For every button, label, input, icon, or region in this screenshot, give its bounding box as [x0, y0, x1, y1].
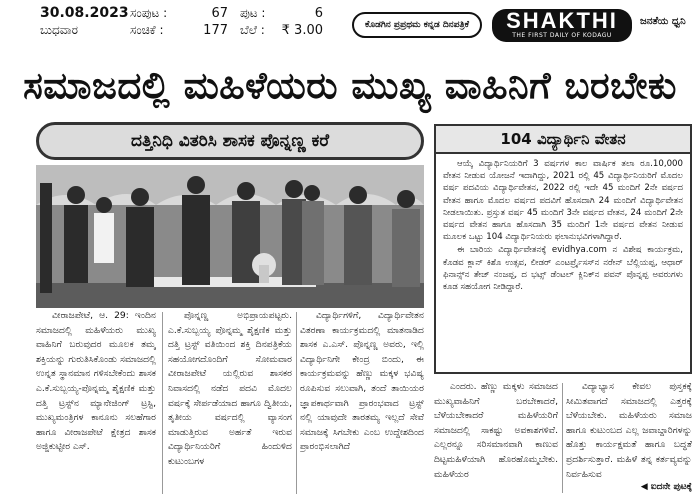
article-column-4: [434, 380, 558, 497]
event-photo-illustration: [36, 165, 424, 308]
column-1-text: ವೀರಾಜಪೇಟೆ, ಆ. 29: ಇಂದಿನ ಸಮಾಜದಲ್ಲಿ ಮಹಿಳೆಯರು ಮುಖ್ಯ ವಾಹಿನಿಗೆ ಬರುವುದರ ಮೂಲಕ ತಮ್ಮ ಶಕ್ತಿಯನ್ನು ಗುರುತಿಸಿಕೊಂಡು ಸಮಾಜದಲ್ಲಿ ಉನ್ನತ ಸ್ಥಾನಮಾನ ಗಳಿಸಬೇಕೆಂದು ಶಾಸಕ ಎ.ಕೆ.ಸುಬ್ಬಯ್ಯ-ಪೊನ್ನಮ್ಮ ಶೈಕ್ಷಣಿಕ ಮತ್ತು ದತ್ತಿ ಟ್ರಸ್ಟ್‌ನ ಮ್ಯಾನೇಜಿಂಗ್ ಟ್ರಸ್ಟಿ, ಮುಖ್ಯಮಂತ್ರಿಗಳ ಕಾನೂನು ಸಲಹೆಗಾರ ಹಾಗೂ ವೀರಾಜಪೇಟೆ ಕ್ಷೇತ್ರದ ಶಾಸಕ ಅಜ್ಜಿಕುಟ್ಟೀರ ಎಸ್.: [36, 310, 156, 453]
article-column-2: [168, 309, 292, 497]
column-5-text: ವಿದ್ಯಾಭ್ಯಾಸ ಕೇವಲ ಪುಸ್ತಕಕ್ಕೆ ಸೀಮಿತವಾಗದೆ ಸಮಾಜದಲ್ಲಿ ಎತ್ತರಕ್ಕೆ ಬೆಳೆಯಬೇಕು. ಮಹಿಳೆಯರು ಸಮಾಜ ಹಾಗೂ ಕುಟುಂಬದ ಎಲ್ಲ ಜವಾಬ್ದಾರಿಗಳನ್ನು ಹೊತ್ತು ಕಾರ್ಯಕ್ಷಮತೆ ಹಾಗೂ ಬದ್ಧತೆ ಪ್ರದರ್ಶಿಸುತ್ತಾರೆ. ಮಹಿಳೆ ತನ್ನ ಕರ್ತವ್ಯವನ್ನು ನಿರ್ವಹಿಸುವ: [566, 381, 692, 480]
pages-number: 6: [314, 6, 323, 21]
column-4-text: ಎಂದರು. ಹೆಣ್ಣು ಮಕ್ಕಳು ಸಮಾಜದ ಮುಖ್ಯವಾಹಿನಿಗೆ ಬರಬೇಕಾದರೆ, ಬೆಳೆಯಬೇಕಾದರೆ ಮಹಿಳೆಯರಿಗೆ ಸಮಾಜದಲ್ಲಿ ಸಾಕಷ್ಟು ಅವಕಾಶಗಳಿವೆ. ಎಲ್ಲರನ್ನೂ ಸರಿಸಮಾನವಾಗಿ ಕಾಣುವ ದಿಟ್ಟಮಹಿಳೆಯಾಗಿ ಹೊರಹೊಮ್ಮಬೇಕು. ಮಹಿಳೆಯರ: [434, 381, 558, 480]
volume-number: 67: [211, 6, 228, 21]
issue-label: ಸಂಚಿಕೆ :: [130, 23, 164, 37]
shakthi-logo: [492, 9, 632, 42]
column-separator: [296, 312, 297, 494]
column-separator: [562, 383, 563, 493]
logo-subtitle: THE FIRST DAILY OF KODAGU: [512, 32, 612, 39]
sidebox-paragraph-2: ಈ ಬಾರಿಯ ವಿದ್ಯಾರ್ಥಿವೇತನಕ್ಕೆ evidhya.com ನ ವಿಶೇಷ ಕಾರ್ಯಕ್ರಮ, ಕೊಡವ ಕ್ಲಾನ್ ಕಿಶೊ ಉತ್ಸವ, ಲೀಡರ್ ಎಂಟರ್ಪ್ರೈಸಸ್‌ನ ನರೇನ್ ಬೆಲ್ಲಿಯಪ್ಪ, ಆಧಾರ್ ಫಿನಾನ್ಸ್‌ನ ತೇಜ್ ನಂಜಪ್ಪ, ದ ಭಟ್ಸ್ ಡೆಂಟಲ್ ಕ್ಲಿನಿಕ್‌ನ ಪವನ್ ಪೊನ್ನಪ್ಪ ಅವರುಗಳು ಕೂಡ ಸಹಯೋಗ ನೀಡಿದ್ದಾರೆ.: [443, 245, 683, 293]
column-2-text: ಪೊನ್ನಣ್ಣ ಅಭಿಪ್ರಾಯಪಟ್ಟರು. ಎ.ಕೆ.ಸುಬ್ಬಯ್ಯ ಪೊನ್ನಮ್ಮ ಶೈಕ್ಷಣಿಕ ಮತ್ತು ದತ್ತಿ ಟ್ರಸ್ಟ್ ವತಿಯಿಂದ ಶಕ್ತಿ ದಿನಪತ್ರಿಕೆಯ ಸಹಯೋಗದೊಂದಿಗೆ ಸೋಮವಾರ ವೀರಾಜಪೇಟೆ ಯಲ್ಲಿರುವ ಶಾಸಕರ ನಿವಾಸದಲ್ಲಿ ನಡೆದ ಪದವಿ ಮೊದಲ ವರ್ಷಕ್ಕೆ ಸೇರ್ಪಡೆಯಾದ ಹಾಗೂ ದ್ವಿತೀಯ, ತೃತೀಯ ವರ್ಷದಲ್ಲಿ ವ್ಯಾಸಂಗ ಮಾಡುತ್ತಿರುವ ಅರ್ಹತೆ ಇರುವ ವಿದ್ಯಾರ್ಥಿನಿಯರಿಗೆ ಹಿಂದುಳಿದ ಕುಟುಂಬಗಳ: [168, 310, 292, 467]
newspaper-tagline: ಕೊಡಗಿನ ಪ್ರಪ್ರಥಮ ಕನ್ನಡ ದಿನಪತ್ರಿಕೆ: [352, 12, 482, 38]
price-label: ಬೆಲೆ :: [240, 23, 265, 37]
event-photo: [36, 165, 424, 308]
article-column-1: [36, 309, 156, 497]
article-column-5: [566, 380, 692, 482]
issue-day: ಬುಧವಾರ: [40, 23, 78, 37]
issue-info: [40, 5, 340, 43]
logo-name: SHAKTHI: [506, 8, 618, 33]
issue-number: 177: [203, 23, 228, 38]
sidebox-title: 104 ವಿದ್ಯಾರ್ಥಿನಿ ವೇತನ: [436, 126, 690, 154]
scholarship-sidebox: [434, 124, 692, 374]
article-column-3: [300, 309, 424, 497]
masthead: [0, 0, 700, 48]
sidebox-paragraph-1: ಆಯ್ಕೆ ವಿದ್ಯಾರ್ಥಿನಿಯರಿಗೆ 3 ವರ್ಷಗಳ ಕಾಲ ವಾರ್ಷಿಕ ತಲಾ ರೂ.10,000 ವೇತನ ನೀಡುವ ಯೋಜನೆ ಇದಾಗಿದ್ದು, 2021 ರಲ್ಲಿ 45 ವಿದ್ಯಾರ್ಥಿನಿಯರಿಗೆ ಮೊದಲ ವರ್ಷ ಪದವಿಯ ವಿದ್ಯಾರ್ಥಿವೇತನ, 2022 ರಲ್ಲಿ ಇದೇ 45 ಮಂದಿಗೆ 2ನೇ ವರ್ಷದ ವೇತನ ಹಾಗೂ ಮೊದಲ ವರ್ಷದ ಪದವಿಗೆ ಹೊಸದಾಗಿ 24 ಮಂದಿಗೆ ವಿದ್ಯಾರ್ಥಿವೇತನ ನೀಡಲಾಯಿತು. ಪ್ರಸ್ತುತ ವರ್ಷ 45 ಮಂದಿಗೆ 3ನೇ ವರ್ಷದ ವೇತನ, 24 ಮಂದಿಗೆ 2ನೇ ವರ್ಷದ ವೇತನ ಹಾಗೂ ಹೊಸದಾಗಿ 35 ಮಂದಿಗೆ 1ನೇ ವರ್ಷದ ವೇತನ ನೀಡುವ ಮೂಲಕ ಒಟ್ಟು 104 ವಿದ್ಯಾರ್ಥಿನಿಯರು ಫಲಾನುಭವಿಗಳಾಗಿದ್ದಾರೆ.: [443, 159, 683, 243]
continued-on-page-note: ◀ ಐದನೇ ಪುಟಕ್ಕೆ: [640, 482, 692, 492]
issue-date: 30.08.2023: [40, 5, 129, 21]
sidebox-body: [436, 154, 690, 298]
pages-label: ಪುಟ :: [240, 6, 266, 20]
volume-label: ಸಂಪುಟ :: [130, 6, 168, 20]
column-separator: [162, 312, 163, 494]
sub-headline: ದತ್ತಿನಿಧಿ ವಿತರಿಸಿ ಶಾಸಕ ಪೊನ್ನಣ್ಣ ಕರೆ: [36, 122, 424, 160]
price-value: ₹ 3.00: [281, 23, 323, 38]
masthead-right-text: ಜನತೆಯ ಧ್ವನಿ: [640, 16, 686, 27]
column-3-text: ವಿದ್ಯಾರ್ಥಿಗಳಿಗೆ, ವಿದ್ಯಾರ್ಥಿವೇತನ ವಿತರಣಾ ಕಾರ್ಯಕ್ರಮದಲ್ಲಿ ಮಾತನಾಡಿದ ಶಾಸಕ ಎ.ಎಸ್. ಪೊನ್ನಣ್ಣ ಅವರು, ಇಲ್ಲಿ ವಿದ್ಯಾರ್ಥಿನಿಗೇ ಕೇಂದ್ರ ಬಿಂದು, ಈ ಕಾರ್ಯಕ್ರಮವನ್ನು ಹೆಣ್ಣು ಮಕ್ಕಳ ಭವಿಷ್ಯ ರೂಪಿಸುವ ಸಲುವಾಗಿ, ತಂದೆ ತಾಯಿಯರ ಜ್ಞಾಪಕಾರ್ಥವಾಗಿ ಪ್ರಾರಂಭವಾದ ಟ್ರಸ್ಟ್ ನಲ್ಲಿ ಯಾವುದೇ ತಾರತಮ್ಯ ಇಲ್ಲದೆ ಸೇವೆ ಸಮಾಜಕ್ಕೆ ಸಿಗಬೇಕು ಎಂಬ ಉದ್ದೇಶದಿಂದ ಪ್ರಾರಂಭಿಸಲಾಗಿದೆ: [300, 310, 424, 453]
main-headline: ಸಮಾಜದಲ್ಲಿ ಮಹಿಳೆಯರು ಮುಖ್ಯ ವಾಹಿನಿಗೆ ಬರಬೇಕು: [23, 64, 677, 107]
